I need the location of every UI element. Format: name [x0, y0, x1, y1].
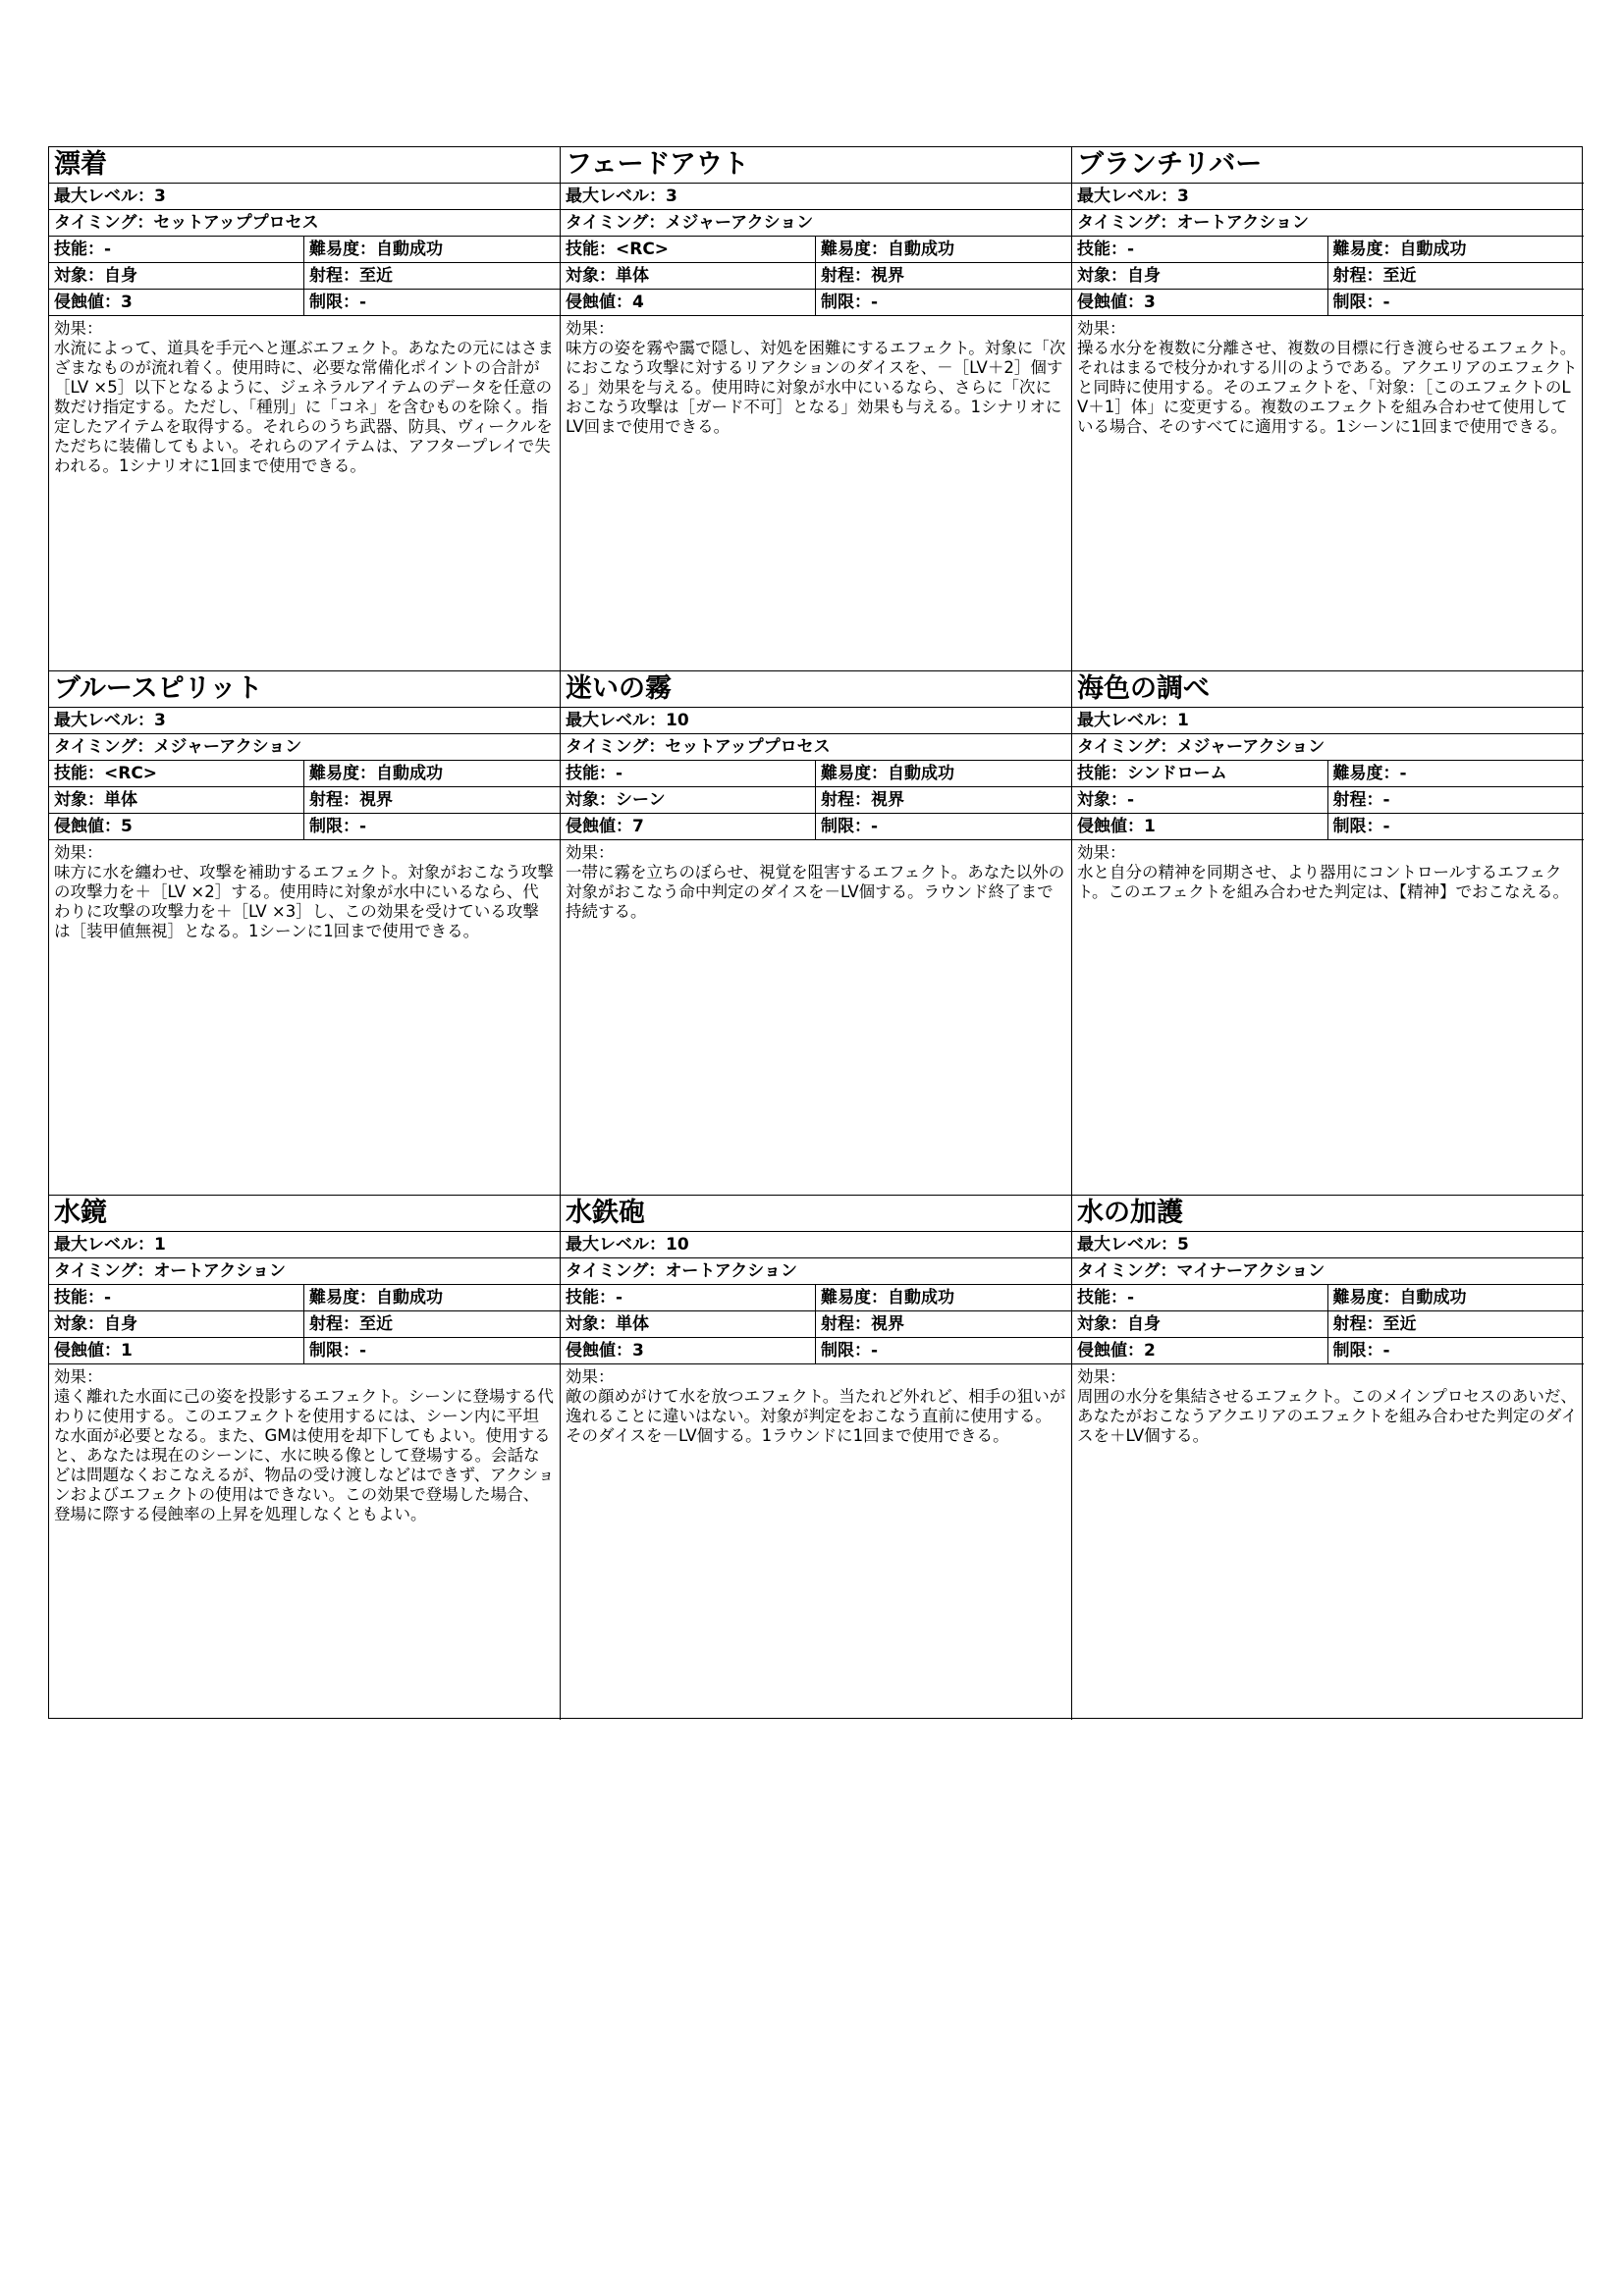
skill-difficulty-row: [1072, 761, 1584, 787]
target-range-row: [49, 263, 560, 290]
effect-text: 敵の顔めがけて水を放つエフェクト。当たれど外れど、相手の狙いが逸れることに違いはない。対象が判定をおこなう直前に使用する。そのダイスを－LV個する。1ラウンドに1回まで使用できる。: [566, 1387, 1066, 1445]
limit: 制限：-: [821, 293, 879, 312]
target: 対象：-: [1072, 787, 1328, 813]
erosion-limit-row: [561, 1338, 1071, 1364]
effect-text: 味方の姿を霧や靄で隠し、対処を困難にするエフェクト。対象に「次におこなう攻撃に対するリアクションのダイスを、－［LV＋2］個する」効果を与える。使用時に対象が水中にいるなら、さらに「次におこなう攻撃は［ガード不可］となる」効果も与える。1シナリオにLV回まで使用できる。: [566, 339, 1066, 436]
effect-card: [49, 671, 561, 1196]
max-level: 最大レベル：3: [1072, 184, 1584, 210]
max-level: 最大レベル：10: [561, 708, 1071, 734]
effect-name: 漂着: [49, 147, 560, 184]
effect-card-sheet: [48, 146, 1583, 1719]
skill-difficulty-row: [561, 237, 1071, 263]
max-level: 最大レベル：10: [561, 1232, 1071, 1258]
max-level: 最大レベル：3: [49, 708, 560, 734]
effect-box: [49, 316, 560, 670]
limit: 制限：-: [821, 817, 879, 836]
effect-name: 迷いの霧: [561, 671, 1071, 708]
effect-text: 水流によって、道具を手元へと運ぶエフェクト。あなたの元にはさまざまなものが流れ着く。使用時に、必要な常備化ポイントの合計が［LV ×5］以下となるように、ジェネラルアイテムのデータを任意の数だけ指定する。ただし、「種別」に「コネ」を含むものを除く。指定したアイテムを取得する。それらのうち武器、防具、ヴィークルをただちに装備してもよい。それらのアイテムは、アフタープレイで失われる。1シナリオに1回まで使用できる。: [54, 339, 554, 475]
skill: 技能：<RC>: [561, 237, 816, 262]
erosion: 侵蝕値：3: [1072, 290, 1328, 315]
effect-label: 効果：: [54, 843, 103, 862]
range: 射程：至近: [309, 266, 393, 286]
effect-card: [1072, 1196, 1584, 1720]
effect-name: ブランチリバー: [1072, 147, 1584, 184]
effect-box: [1072, 316, 1584, 670]
effect-label: 効果：: [1077, 843, 1126, 862]
max-level: 最大レベル：3: [49, 184, 560, 210]
limit: 制限：-: [309, 293, 367, 312]
target: 対象：自身: [1072, 263, 1328, 289]
target-range-row: [49, 787, 560, 814]
limit: 制限：-: [1332, 293, 1390, 312]
effect-label: 効果：: [1077, 319, 1126, 338]
erosion: 侵蝕値：1: [1072, 814, 1328, 839]
range: 射程：至近: [309, 1314, 393, 1334]
effect-text: 味方に水を纏わせ、攻撃を補助するエフェクト。対象がおこなう攻撃の攻撃力を＋［LV ×2］する。使用時に対象が水中にいるなら、代わりに攻撃の攻撃力を＋［LV ×3］し、この効果を受けている攻撃は［装甲値無視］となる。1シーンに1回まで使用できる。: [54, 863, 554, 940]
difficulty: 難易度：自動成功: [821, 1288, 954, 1308]
skill: 技能：-: [1072, 1285, 1328, 1310]
range: 射程：視界: [821, 1314, 904, 1334]
max-level: 最大レベル：1: [49, 1232, 560, 1258]
limit: 制限：-: [309, 1341, 367, 1361]
erosion-limit-row: [1072, 814, 1584, 840]
timing: タイミング：オートアクション: [561, 1258, 1071, 1285]
limit: 制限：-: [1332, 1341, 1390, 1361]
timing: タイミング：マイナーアクション: [1072, 1258, 1584, 1285]
difficulty: 難易度：-: [1332, 764, 1407, 783]
range: 射程：視界: [821, 266, 904, 286]
range: 射程：至近: [1332, 266, 1417, 286]
erosion: 侵蝕値：1: [49, 1338, 304, 1363]
effect-text: 水と自分の精神を同期させ、より器用にコントロールするエフェクト。このエフェクトを組み合わせた判定は、【精神】でおこなえる。: [1077, 863, 1569, 901]
target-range-row: [1072, 263, 1584, 290]
target-range-row: [49, 1311, 560, 1338]
target: 対象：自身: [1072, 1311, 1328, 1337]
target: 対象：単体: [49, 787, 304, 813]
erosion: 侵蝕値：5: [49, 814, 304, 839]
erosion-limit-row: [49, 814, 560, 840]
skill: 技能：シンドローム: [1072, 761, 1328, 786]
target-range-row: [561, 787, 1071, 814]
range: 射程：至近: [1332, 1314, 1417, 1334]
difficulty: 難易度：自動成功: [1332, 1288, 1467, 1308]
skill-difficulty-row: [561, 761, 1071, 787]
target-range-row: [561, 1311, 1071, 1338]
erosion-limit-row: [1072, 1338, 1584, 1364]
difficulty: 難易度：自動成功: [821, 764, 954, 783]
effect-label: 効果：: [566, 1367, 615, 1386]
erosion: 侵蝕値：2: [1072, 1338, 1328, 1363]
target: 対象：単体: [561, 263, 816, 289]
effect-name: ブルースピリット: [49, 671, 560, 708]
effect-card: [49, 1196, 561, 1720]
skill-difficulty-row: [1072, 237, 1584, 263]
range: 射程：-: [1332, 790, 1390, 810]
target: 対象：自身: [49, 1311, 304, 1337]
effect-box: [561, 840, 1071, 1195]
effect-card: [561, 147, 1072, 671]
difficulty: 難易度：自動成功: [1332, 240, 1467, 259]
skill-difficulty-row: [561, 1285, 1071, 1311]
limit: 制限：-: [1332, 817, 1390, 836]
effect-box: [1072, 840, 1584, 1195]
effect-label: 効果：: [566, 843, 615, 862]
target: 対象：自身: [49, 263, 304, 289]
erosion-limit-row: [49, 290, 560, 316]
effect-box: [49, 840, 560, 1195]
effect-text: 操る水分を複数に分離させ、複数の目標に行き渡らせるエフェクト。それはまるで枝分かれする川のようである。アクエリアのエフェクトと同時に使用する。そのエフェクトを、「対象：［このエフェクトのLV＋1］体」に変更する。複数のエフェクトを組み合わせて使用している場合、そのすべてに適用する。1シーンに1回まで使用できる。: [1077, 339, 1578, 436]
erosion: 侵蝕値：7: [561, 814, 816, 839]
effect-label: 効果：: [54, 319, 103, 338]
limit: 制限：-: [821, 1341, 879, 1361]
target-range-row: [1072, 787, 1584, 814]
skill: 技能：-: [49, 237, 304, 262]
timing: タイミング：メジャーアクション: [1072, 734, 1584, 761]
effect-text: 一帯に霧を立ちのぼらせ、視覚を阻害するエフェクト。あなた以外の対象がおこなう命中判定のダイスを－LV個する。ラウンド終了まで持続する。: [566, 863, 1065, 921]
effect-card: [561, 671, 1072, 1196]
effect-name: 水鉄砲: [561, 1196, 1071, 1232]
max-level: 最大レベル：5: [1072, 1232, 1584, 1258]
effect-name: 水鏡: [49, 1196, 560, 1232]
effect-box: [561, 316, 1071, 670]
effect-label: 効果：: [54, 1367, 103, 1386]
erosion: 侵蝕値：3: [49, 290, 304, 315]
target-range-row: [1072, 1311, 1584, 1338]
skill: 技能：-: [1072, 237, 1328, 262]
effect-box: [49, 1364, 560, 1720]
limit: 制限：-: [309, 817, 367, 836]
max-level: 最大レベル：3: [561, 184, 1071, 210]
erosion: 侵蝕値：3: [561, 1338, 816, 1363]
effect-box: [1072, 1364, 1584, 1720]
timing: タイミング：セットアッププロセス: [49, 210, 560, 237]
effect-label: 効果：: [566, 319, 615, 338]
effect-label: 効果：: [1077, 1367, 1126, 1386]
target: 対象：単体: [561, 1311, 816, 1337]
difficulty: 難易度：自動成功: [309, 1288, 443, 1308]
effect-card: [561, 1196, 1072, 1720]
effect-text: 遠く離れた水面に己の姿を投影するエフェクト。シーンに登場する代わりに使用する。このエフェクトを使用するには、シーン内に平坦な水面が必要となる。また、GMは使用を却下してもよい。使用すると、あなたは現在のシーンに、水に映る像として登場する。会話などは問題なくおこなえるが、物品の受け渡しなどはできず、アクションおよびエフェクトの使用はできない。この効果で登場した場合、登場に際する侵蝕率の上昇を処理しなくともよい。: [54, 1387, 555, 1523]
max-level: 最大レベル：1: [1072, 708, 1584, 734]
target: 対象：シーン: [561, 787, 816, 813]
effect-card: [49, 147, 561, 671]
effect-text: 周囲の水分を集結させるエフェクト。このメインプロセスのあいだ、あなたがおこなうアクエリアのエフェクトを組み合わせた判定のダイスを＋LV個する。: [1077, 1387, 1578, 1445]
skill: 技能：<RC>: [49, 761, 304, 786]
range: 射程：視界: [309, 790, 393, 810]
erosion: 侵蝕値：4: [561, 290, 816, 315]
effect-name: フェードアウト: [561, 147, 1071, 184]
effect-name: 海色の調べ: [1072, 671, 1584, 708]
effect-card: [1072, 671, 1584, 1196]
difficulty: 難易度：自動成功: [309, 764, 443, 783]
effect-box: [561, 1364, 1071, 1720]
erosion-limit-row: [561, 814, 1071, 840]
effect-name: 水の加護: [1072, 1196, 1584, 1232]
erosion-limit-row: [1072, 290, 1584, 316]
skill: 技能：-: [561, 1285, 816, 1310]
skill-difficulty-row: [49, 237, 560, 263]
erosion-limit-row: [49, 1338, 560, 1364]
timing: タイミング：オートアクション: [49, 1258, 560, 1285]
effect-card: [1072, 147, 1584, 671]
skill: 技能：-: [561, 761, 816, 786]
timing: タイミング：オートアクション: [1072, 210, 1584, 237]
difficulty: 難易度：自動成功: [309, 240, 443, 259]
difficulty: 難易度：自動成功: [821, 240, 954, 259]
timing: タイミング：メジャーアクション: [49, 734, 560, 761]
erosion-limit-row: [561, 290, 1071, 316]
skill-difficulty-row: [49, 1285, 560, 1311]
skill: 技能：-: [49, 1285, 304, 1310]
timing: タイミング：メジャーアクション: [561, 210, 1071, 237]
timing: タイミング：セットアッププロセス: [561, 734, 1071, 761]
skill-difficulty-row: [1072, 1285, 1584, 1311]
range: 射程：視界: [821, 790, 904, 810]
target-range-row: [561, 263, 1071, 290]
skill-difficulty-row: [49, 761, 560, 787]
